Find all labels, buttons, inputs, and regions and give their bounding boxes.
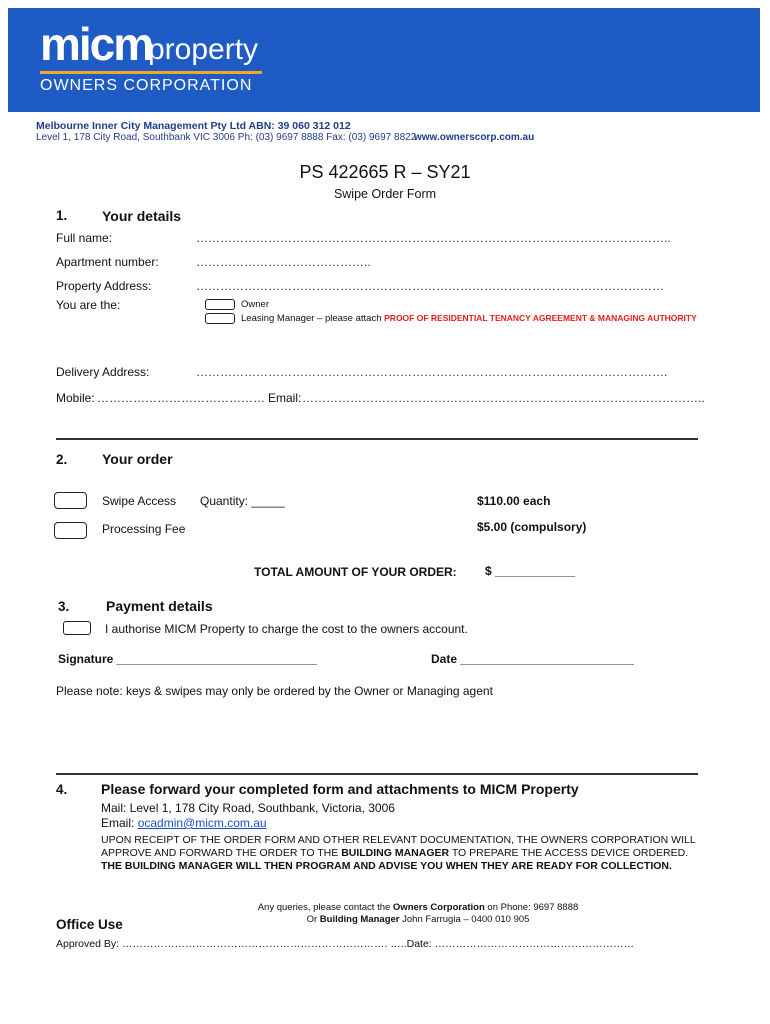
section1-title: Your details <box>102 208 182 224</box>
notice-building-manager: BUILDING MANAGER <box>341 847 450 859</box>
notice-line-3: THE BUILDING MANAGER WILL THEN PROGRAM AND ADVISE YOU WHEN THEY ARE READY FOR COLLECTION. <box>101 860 672 872</box>
delivery-address-label: Delivery Address: <box>56 365 150 379</box>
swipe-access-checkbox[interactable] <box>54 492 87 509</box>
section4-title: Please forward your completed form and attachments to MICM Property <box>101 781 579 797</box>
document-title: PS 422665 R – SY21 <box>299 162 471 182</box>
notice-line-2 <box>101 847 696 860</box>
section4-number: 4. <box>56 782 68 797</box>
email-line-label: Email: <box>101 816 138 830</box>
swipe-price: $110.00 each <box>477 494 551 508</box>
building-manager-contact: John Farrugia – 0400 010 905 <box>399 914 530 925</box>
processing-fee-label: Processing Fee <box>102 522 186 536</box>
mail-address: Mail: Level 1, 178 City Road, Southbank, Victoria, 3006 <box>101 801 395 815</box>
email-field[interactable]: ……………………………………………………………………………………….. <box>302 391 705 405</box>
owner-option-label: Owner <box>241 299 269 310</box>
payment-note: Please note: keys & swipes may only be ordered by the Owner or Managing agent <box>56 684 493 698</box>
company-address: Level 1, 178 City Road, Southbank VIC 3006 Ph: (03) 9697 8888 Fax: (03) 9697 8822 <box>36 132 417 143</box>
email-line <box>101 816 267 830</box>
date-field[interactable]: Date __________________________ <box>431 652 634 666</box>
notice-line-1: UPON RECEIPT OF THE ORDER FORM AND OTHER RELEVANT DOCUMENTATION, THE OWNERS CORPORATION WILL <box>101 834 696 846</box>
queries-block <box>253 902 583 926</box>
leasing-attach-note: PROOF OF RESIDENTIAL TENANCY AGREEMENT & MANAGING AUTHORITY <box>384 313 697 323</box>
approved-by-field[interactable]: Approved By: …………………………………………………………………. …..Date: ………………………………………………… <box>56 938 635 950</box>
email-label: Email: <box>268 391 302 405</box>
quantity-field[interactable]: Quantity: _____ <box>200 494 285 508</box>
building-manager-label: Building Manager <box>319 914 400 925</box>
queries-line <box>253 902 583 914</box>
full-name-field[interactable]: ……………………………………………………………………………………………………….. <box>196 231 671 245</box>
section3-title: Payment details <box>106 598 213 614</box>
mobile-label: Mobile: <box>56 391 95 405</box>
processing-fee-checkbox[interactable] <box>54 522 87 539</box>
authorise-checkbox[interactable] <box>63 621 91 635</box>
section-divider-2 <box>56 773 698 775</box>
logo-divider <box>40 71 262 74</box>
swipe-access-label: Swipe Access <box>102 494 177 508</box>
apartment-label: Apartment number: <box>56 255 159 269</box>
logo-subtitle: OWNERS CORPORATION <box>40 77 253 94</box>
full-name-label: Full name: <box>56 231 113 245</box>
authorise-text: I authorise MICM Property to charge the cost to the owners account. <box>105 622 468 636</box>
property-address-field[interactable]: ……………………………………………………………………………………………………… <box>196 279 664 293</box>
office-use-heading: Office Use <box>56 917 123 932</box>
leasing-option-text: Leasing Manager – please attach <box>241 313 385 324</box>
total-label: TOTAL AMOUNT OF YOUR ORDER: <box>254 565 457 579</box>
queries-phone: on Phone: 9697 8888 <box>484 902 579 913</box>
notice-line-2-text: APPROVE AND FORWARD THE ORDER TO THE <box>101 847 342 859</box>
building-manager-line <box>253 914 583 926</box>
total-amount-field[interactable]: $ ____________ <box>485 564 576 578</box>
apartment-field[interactable]: …………………………………….. <box>196 255 371 269</box>
section-divider <box>56 438 698 440</box>
mobile-field[interactable]: …………………………………… <box>97 391 265 405</box>
logo-property: property <box>148 33 259 66</box>
website-link[interactable]: www.ownerscorp.com.au <box>414 132 535 143</box>
queries-text: Any queries, please contact the <box>257 902 393 913</box>
queries-owners-corp: Owners Corporation <box>392 902 485 913</box>
section1-number: 1. <box>56 208 68 223</box>
notice-line-2-end: TO PREPARE THE ACCESS DEVICE ORDERED. <box>449 847 689 859</box>
owner-checkbox[interactable] <box>205 299 235 310</box>
delivery-address-field[interactable]: ………………………………………………………………………………………………………. <box>196 365 668 379</box>
section3-number: 3. <box>58 599 70 614</box>
logo-micm: micm <box>40 18 153 70</box>
processing-fee-price: $5.00 (compulsory) <box>477 520 587 534</box>
you-are-label: You are the: <box>56 298 121 312</box>
or-text: Or <box>306 914 320 925</box>
leasing-manager-checkbox[interactable] <box>205 313 235 324</box>
section2-title: Your order <box>102 451 173 467</box>
property-address-label: Property Address: <box>56 279 152 293</box>
leasing-option-label <box>241 313 697 324</box>
section2-number: 2. <box>56 452 68 467</box>
signature-field[interactable]: Signature ______________________________ <box>58 652 317 666</box>
document-subtitle: Swipe Order Form <box>333 187 437 201</box>
collection-notice <box>101 834 696 873</box>
email-link[interactable]: ocadmin@micm.com.au <box>137 816 267 830</box>
company-line: Melbourne Inner City Management Pty Ltd ABN: 39 060 312 012 <box>36 120 351 132</box>
